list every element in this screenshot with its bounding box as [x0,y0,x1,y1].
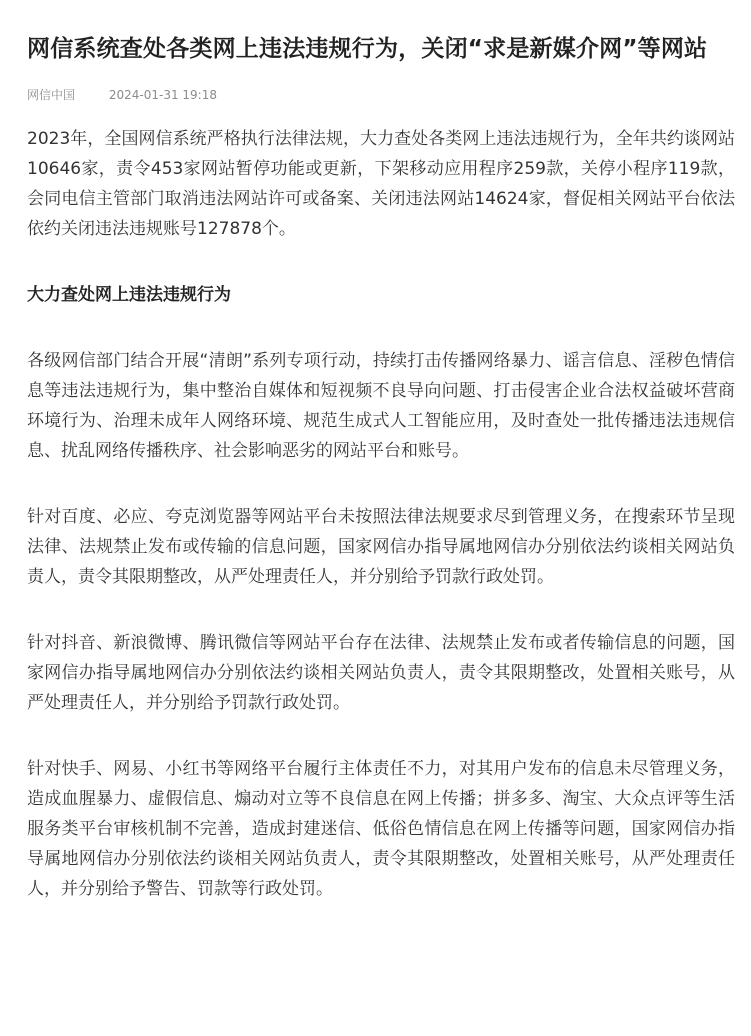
paragraph-intro: 2023年，全国网信系统严格执行法律法规，大力查处各类网上违法违规行为，全年共约谈网站10646家，责令453家网站暂停功能或更新，下架移动应用程序259款，关停小程序119款，会同电信主管部门取消违法网站许可或备案、关闭违法网站14624家，督促相关网站平台依法依约关闭违法违规账号127878个。 [27,129,735,239]
paragraph-content-platforms: 针对快手、网易、小红书等网络平台履行主体责任不力，对其用户发布的信息未尽管理义务，造成血腥暴力、虚假信息、煽动对立等不良信息在网上传播；拼多多、淘宝、大众点评等生活服务类平台审核机制不完善，造成封建迷信、低俗色情信息在网上传播等问题，国家网信办指导属地网信办分别依法约谈相关网站负责人，责令其限期整改，处置相关账号，从严处理责任人，并分别给予警告、罚款等行政处罚。 [27,759,735,899]
paragraph-social-platforms: 针对抖音、新浪微博、腾讯微信等网站平台存在法律、法规禁止发布或者传输信息的问题，国家网信办指导属地网信办分别依法约谈相关网站负责人，责令其限期整改，处置相关账号，从严处理责任人，并分别给予罚款行政处罚。 [27,633,735,713]
article-title: 网信系统查处各类网上违法违规行为，关闭“求是新媒介网”等网站 [27,36,708,62]
paragraph-search-platforms: 针对百度、必应、夸克浏览器等网站平台未按照法律法规要求尽到管理义务，在搜索环节呈现法律、法规禁止发布或传输的信息问题，国家网信办指导属地网信办分别依法约谈相关网站负责人，责令其限期整改，从严处理责任人，并分别给予罚款行政处罚。 [27,507,735,587]
paragraph-qinglang: 各级网信部门结合开展“清朗”系列专项行动，持续打击传播网络暴力、谣言信息、淫秽色情信息等违法违规行为，集中整治自媒体和短视频不良导向问题、打击侵害企业合法权益破坏营商环境行为、治理未成年人网络环境、规范生成式人工智能应用，及时查处一批传播违法违规信息、扰乱网络传播秩序、社会影响恶劣的网站平台和账号。 [27,351,735,461]
article-body [27,124,735,904]
section-heading: 大力查处网上违法违规行为 [27,285,231,305]
article-date: 2024-01-31 19:18 [108,88,217,102]
article-source[interactable]: 网信中国 [27,88,76,102]
article-meta [27,86,731,104]
